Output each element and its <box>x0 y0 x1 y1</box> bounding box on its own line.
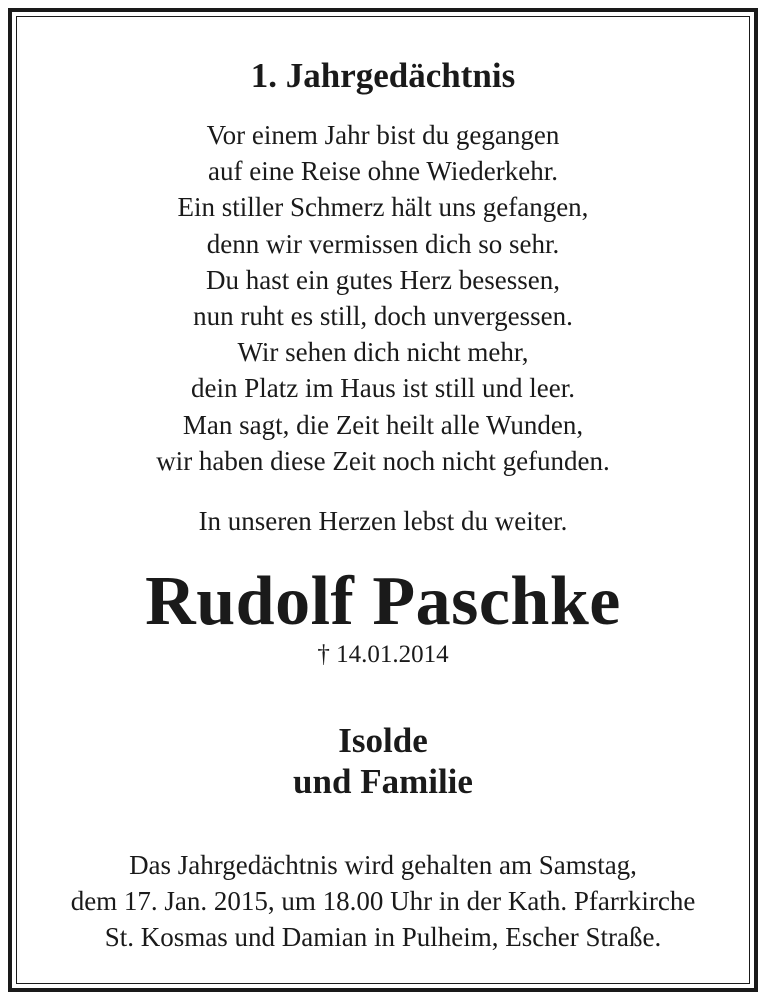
tagline: In unseren Herzen lebst du weiter. <box>198 506 568 536</box>
memorial-service-notice <box>16 847 750 955</box>
heading: 1. Jahrgedächtnis <box>250 56 516 95</box>
notice-line: St. Kosmas und Damian in Pulheim, Escher Straße. <box>104 922 662 952</box>
family-signature <box>16 720 750 802</box>
poem-line: Wir sehen dich nicht mehr, <box>237 337 529 368</box>
poem-line: Man sagt, die Zeit heilt alle Wunden, <box>182 409 584 440</box>
poem-line: auf eine Reise ohne Wiederkehr. <box>207 156 559 187</box>
poem-line: Vor einem Jahr bist du gegangen <box>206 120 560 150</box>
notice-line: dem 17. Jan. 2015, um 18.00 Uhr in der Kath. Pfarrkirche <box>70 886 696 916</box>
family-line: und Familie <box>293 762 473 801</box>
family-line: Isolde <box>338 721 428 760</box>
deceased-name: Rudolf Paschke <box>145 563 621 640</box>
poem-line: nun ruht es still, doch unvergessen. <box>193 301 573 332</box>
notice-line: Das Jahrgedächtnis wird gehalten am Samstag, <box>129 850 637 880</box>
death-date: † 14.01.2014 <box>317 641 449 668</box>
poem-line: wir haben diese Zeit noch nicht gefunden. <box>156 445 610 476</box>
poem-line: Ein stiller Schmerz hält uns gefangen, <box>177 192 589 223</box>
poem-line: denn wir vermissen dich so sehr. <box>206 228 560 259</box>
poem <box>16 117 750 479</box>
poem-line: Du hast ein gutes Herz besessen, <box>206 264 560 295</box>
poem-line: dein Platz im Haus ist still und leer. <box>191 373 575 404</box>
